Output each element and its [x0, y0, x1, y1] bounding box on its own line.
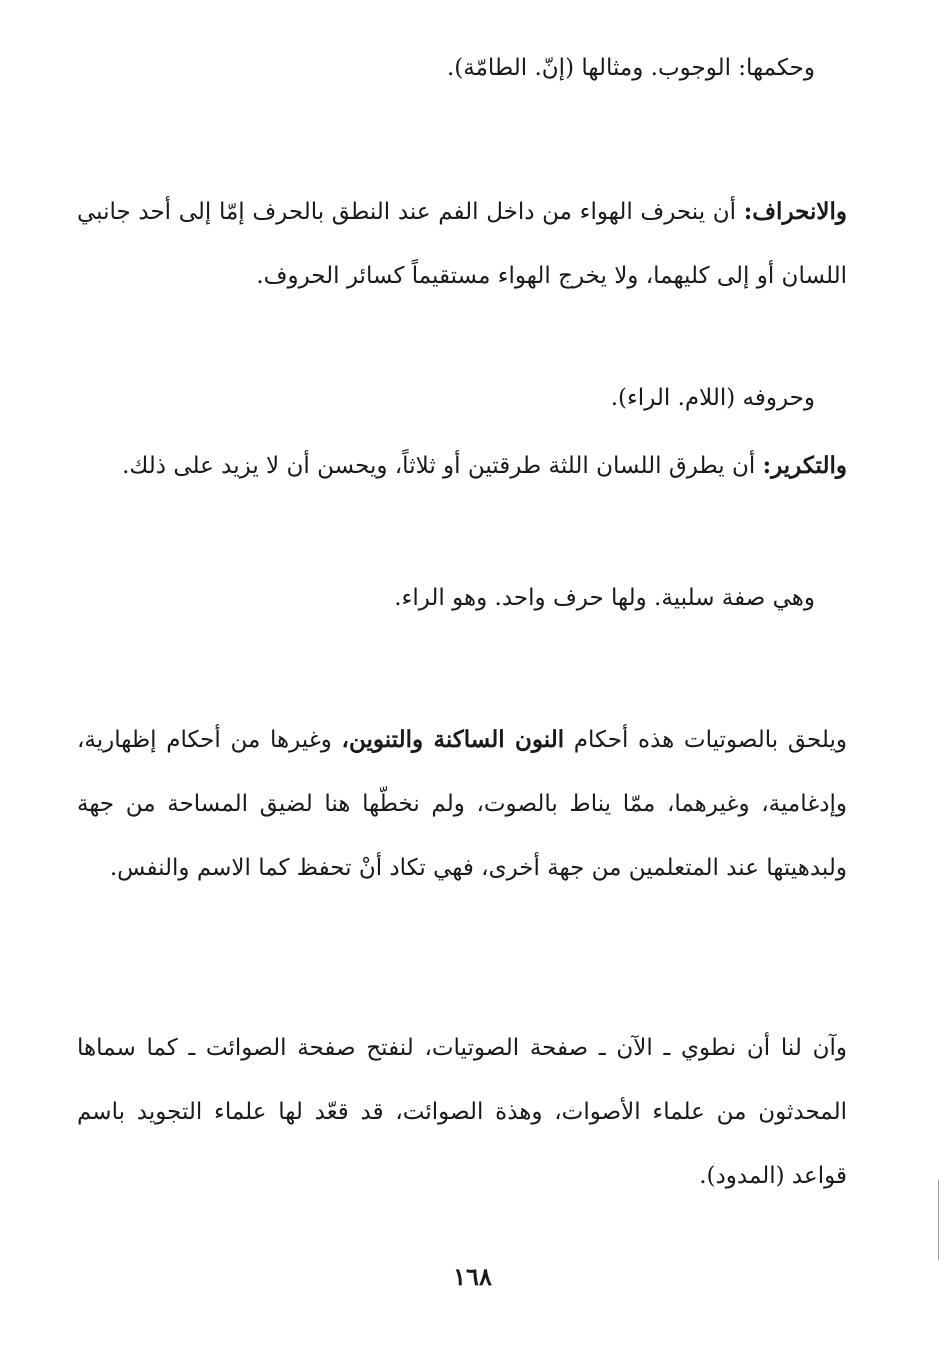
paragraph-nun-rules-after: وغيرها من أحكام إظهارية، وإدغامية، وغيرهما، ممّا يناط بالصوت، ولم نخطّها هنا لضيق المساحة من جهة ولبدهيتها عند المتعلمين من جهة أخرى، فهي تكاد أنْ تحفظ كما الاسم والنفس.	[77, 727, 847, 881]
scan-edge-mark	[938, 1180, 939, 1260]
term-takrir: والتكرير:	[762, 452, 847, 479]
paragraph-ruling-text: وحكمها: الوجوب. ومثالها (إنّ. الطامّة).	[446, 55, 815, 81]
page-number: ١٦٨	[453, 1262, 492, 1291]
paragraph-letters-text: وحروفه (اللام. الراء).	[610, 385, 815, 411]
paragraph-inhiraf-text: أن ينحرف الهواء من داخل الفم عند النطق بالحرف إمّا إلى أحد جانبي اللسان أو إلى كليهما، ولا يخرج الهواء مستقيماً كسائر الحروف.	[77, 199, 847, 289]
paragraph-nun-rules-before: ويلحق بالصوتيات هذه أحكام	[564, 727, 848, 753]
paragraph-nun-rules	[77, 708, 847, 900]
paragraph-takrir	[77, 434, 847, 498]
paragraph-nun-rules-bold: النون الساكنة والتنوين،	[341, 726, 565, 753]
paragraph-takrir-text: أن يطرق اللسان اللثة طرقتين أو ثلاثاً، ويحسن أن لا يزيد على ذلك.	[122, 453, 763, 479]
paragraph-negative-trait-text: وهي صفة سلبية. ولها حرف واحد. وهو الراء.	[394, 585, 815, 611]
term-inhiraf: والانحراف:	[743, 198, 847, 225]
paragraph-vowels-text: وآن لنا أن نطوي ـ الآن ـ صفحة الصوتيات، لنفتح صفحة الصوائت ـ كما سماها المحدثون من علماء الأصوات، وهذة الصوائت، قد قعّد لها علماء التجويد باسم قواعد (المدود).	[77, 1035, 847, 1189]
paragraph-letters	[115, 366, 815, 430]
paragraph-vowels	[77, 1016, 847, 1208]
paragraph-inhiraf	[77, 180, 847, 308]
paragraph-negative-trait	[115, 566, 815, 630]
paragraph-ruling	[115, 36, 815, 100]
